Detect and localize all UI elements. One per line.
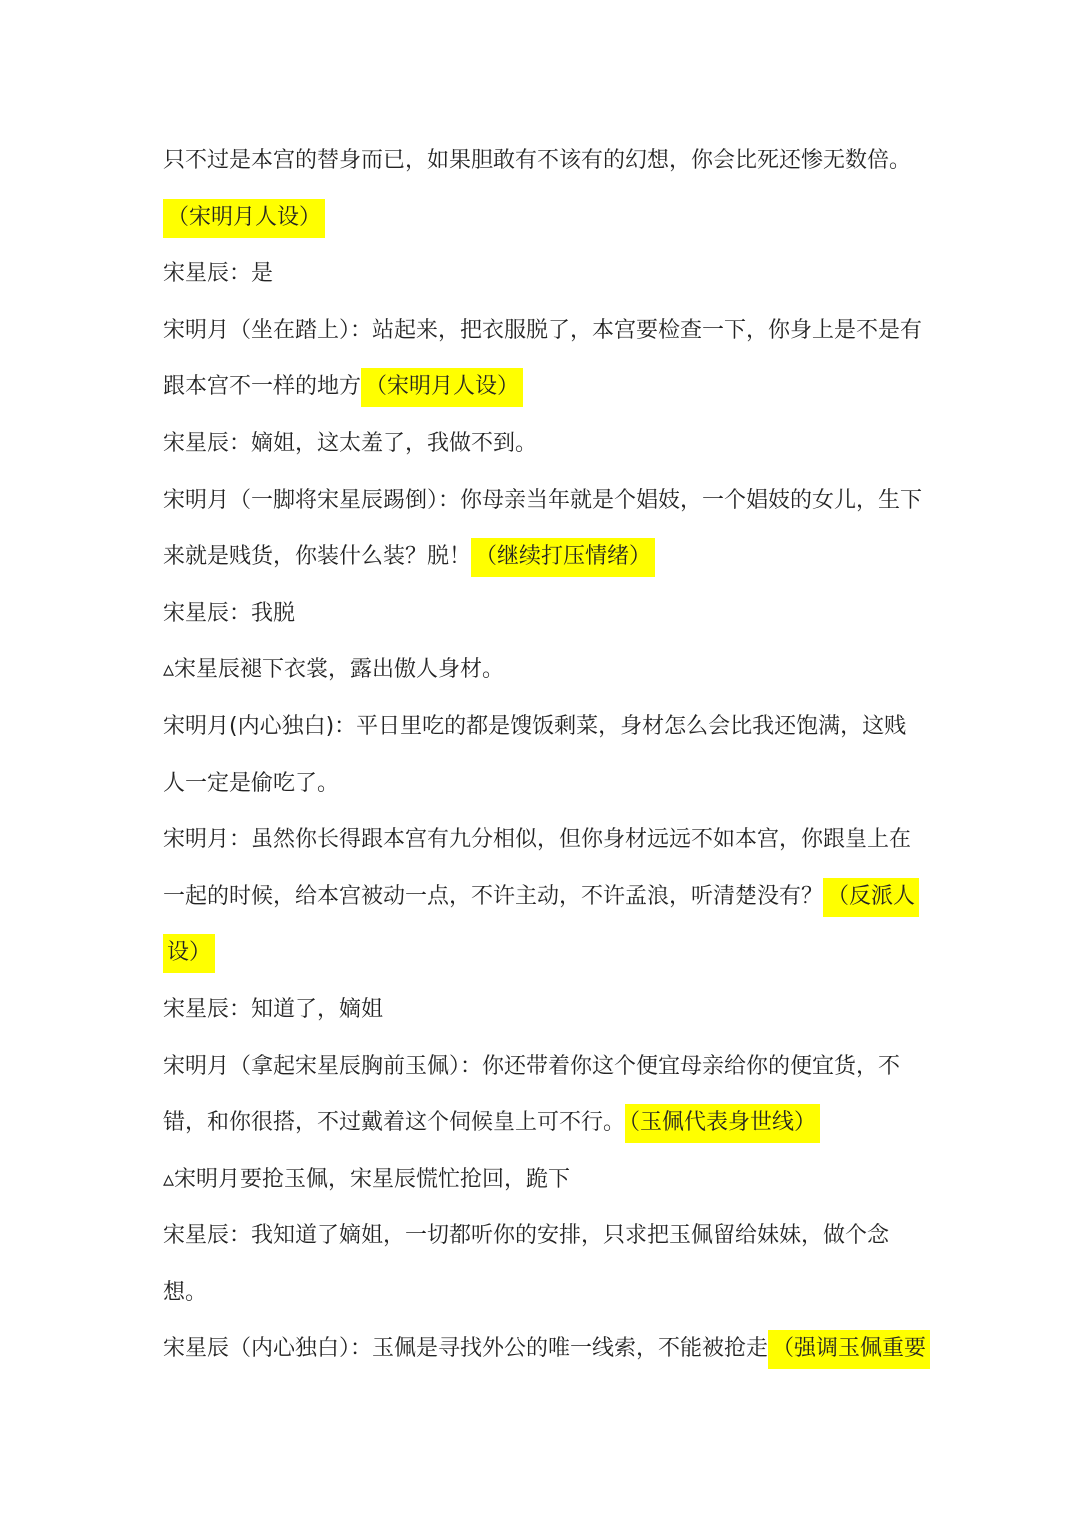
script-page <box>163 133 927 1378</box>
text-line <box>163 359 923 416</box>
highlighted-note: 设） <box>163 934 215 973</box>
text-line <box>163 303 923 360</box>
highlighted-note: （强调玉佩重要 <box>768 1330 930 1369</box>
highlighted-note: （宋明月人设） <box>361 368 523 407</box>
text-segment: 想。 <box>163 1279 208 1305</box>
text-line <box>163 586 923 643</box>
highlighted-note: （反派人 <box>823 878 919 917</box>
text-segment: 宋明月：虽然你长得跟本宫有九分相似，但你身材远远不如本宫，你跟皇上在 <box>163 827 912 853</box>
text-line <box>163 982 923 1039</box>
text-line <box>163 1265 923 1322</box>
text-line <box>163 529 923 586</box>
text-line <box>163 699 923 756</box>
text-segment: 宋明月(内心独白)：平日里吃的都是馊饭剩菜，身材怎么会比我还饱满，这贱 <box>163 713 907 739</box>
text-line <box>163 925 923 982</box>
text-segment: 一起的时候，给本宫被动一点，不许主动，不许孟浪，听清楚没有？ <box>163 883 824 909</box>
highlighted-note: （继续打压情绪） <box>471 538 655 577</box>
text-segment: 宋星辰：嫡姐，这太羞了，我做不到。 <box>163 430 538 456</box>
text-line <box>163 473 923 530</box>
text-line <box>163 416 923 473</box>
text-segment: 宋星辰：我知道了嫡姐，一切都听你的安排，只求把玉佩留给妹妹，做个念 <box>163 1223 890 1249</box>
text-segment: 跟本宫不一样的地方 <box>163 374 362 400</box>
text-line <box>163 869 923 926</box>
text-segment: 宋明月（一脚将宋星辰踢倒）：你母亲当年就是个娼妓，一个娼妓的女儿，生下 <box>163 487 923 513</box>
text-line <box>163 190 923 247</box>
text-segment: ▵宋明月要抢玉佩，宋星辰慌忙抢回，跪下 <box>163 1166 571 1192</box>
text-segment: 只不过是本宫的替身而已，如果胆敢有不该有的幻想，你会比死还惨无数倍。 <box>163 148 912 173</box>
text-segment: ▵宋星辰褪下衣裳，露出傲人身材。 <box>163 657 505 683</box>
text-line <box>163 1152 923 1209</box>
text-line <box>163 642 923 699</box>
text-segment: 宋明月（坐在踏上）：站起来，把衣服脱了，本宫要检查一下，你身上是不是有 <box>163 317 923 343</box>
text-segment: 来就是贱货，你装什么装？脱！ <box>163 544 472 570</box>
highlighted-note: （玉佩代表身世线） <box>625 1104 820 1143</box>
highlighted-note: （宋明月人设） <box>163 199 325 238</box>
text-line <box>163 756 923 813</box>
text-segment: 错，和你很搭，不过戴着这个伺候皇上可不行。 <box>163 1110 626 1136</box>
text-line <box>163 812 923 869</box>
text-line <box>163 1095 923 1152</box>
text-line <box>163 1321 927 1378</box>
text-line <box>163 1208 923 1265</box>
text-segment: 宋星辰（内心独白）：玉佩是寻找外公的唯一线索，不能被抢走 <box>163 1336 769 1362</box>
text-segment: 宋星辰：知道了，嫡姐 <box>163 996 384 1022</box>
text-segment: 宋星辰：是 <box>163 261 274 287</box>
text-segment: 宋明月（拿起宋星辰胸前玉佩）：你还带着你这个便宜母亲给你的便宜货，不 <box>163 1053 901 1079</box>
text-line <box>163 133 923 190</box>
text-segment: 宋星辰：我脱 <box>163 600 296 626</box>
text-line <box>163 246 923 303</box>
text-segment: 人一定是偷吃了。 <box>163 770 340 796</box>
text-line <box>163 1039 923 1096</box>
